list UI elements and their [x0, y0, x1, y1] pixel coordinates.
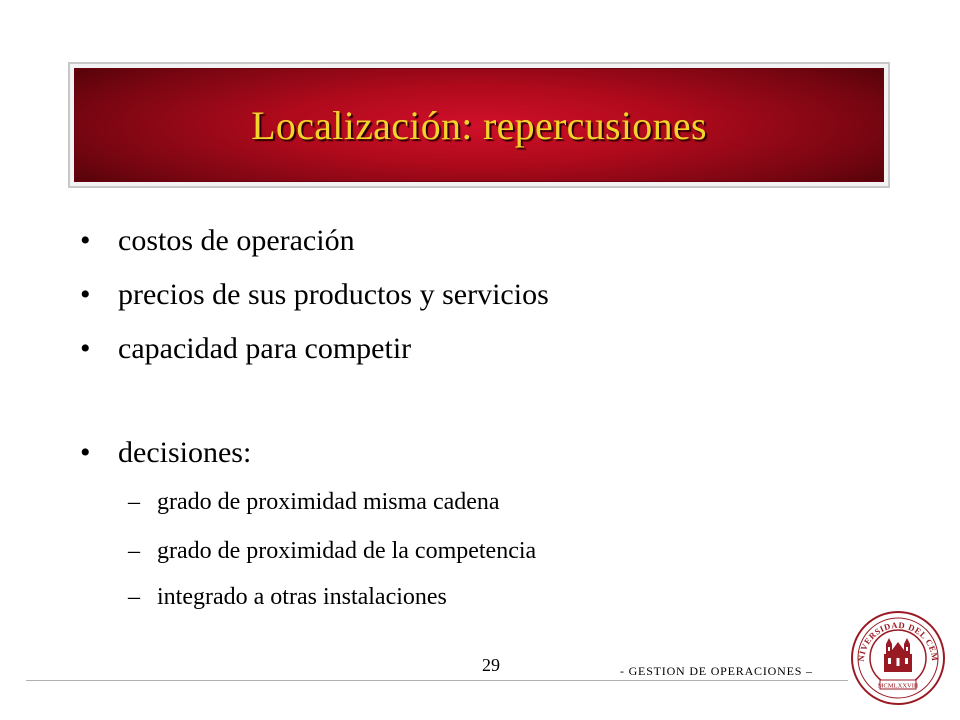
sub-bullet-item: [128, 583, 447, 611]
sub-bullet-marker: –: [128, 489, 140, 515]
title-banner: [74, 68, 884, 182]
sub-bullet-item: [128, 488, 500, 516]
bullet-text: costos de operación: [118, 224, 355, 257]
bullet-item: [80, 278, 549, 312]
bullet-item: [80, 436, 251, 470]
sub-bullet-text: grado de proximidad de la competencia: [157, 538, 537, 564]
university-seal-icon: [850, 610, 946, 706]
bullet-text: precios de sus productos y servicios: [118, 278, 549, 311]
sub-bullet-text: integrado a otras instalaciones: [157, 584, 447, 610]
title-banner-frame: [68, 62, 890, 188]
footer-course-label: - GESTION DE OPERACIONES –: [620, 664, 813, 678]
seal-name: [850, 610, 946, 706]
svg-text:UNIVERSIDAD DEL CEMA: NIVERSIDAD DEL CEM: [855, 619, 941, 662]
bullet-item: [80, 224, 355, 258]
sub-bullet-item: [128, 537, 536, 565]
page-number: 29: [482, 655, 500, 675]
bullet-marker: •: [80, 278, 91, 311]
bullet-item: [80, 332, 411, 366]
bullet-marker: •: [80, 332, 91, 365]
bullet-marker: •: [80, 224, 91, 257]
bullet-text: decisiones:: [118, 436, 252, 469]
bullet-text: capacidad para competir: [118, 332, 412, 365]
svg-text:MCMLXXVIII: MCMLXXVIII: [877, 682, 919, 690]
bullet-marker: •: [80, 436, 91, 469]
sub-bullet-marker: –: [128, 538, 140, 564]
footer-divider: [26, 680, 848, 681]
slide-title: Localización: repercusiones: [251, 102, 707, 148]
sub-bullet-marker: –: [128, 584, 140, 610]
sub-bullet-text: grado de proximidad misma cadena: [157, 489, 500, 515]
